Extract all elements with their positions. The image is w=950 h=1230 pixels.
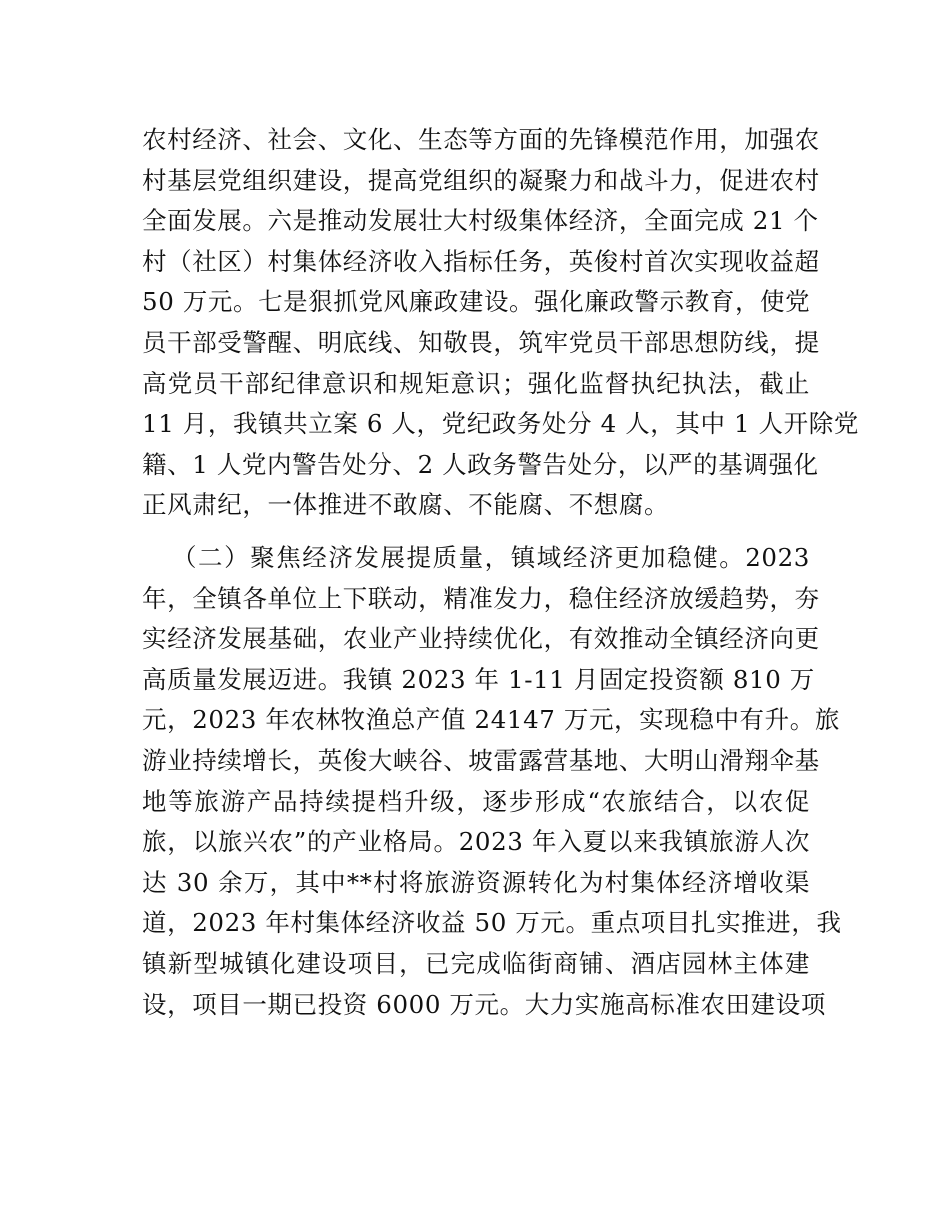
text-line: 设，项目一期已投资 6000 万元。大力实施高标准农田建设项 xyxy=(142,989,826,1019)
text-line: 实经济发展基础，农业产业持续优化，有效推动全镇经济向更 xyxy=(142,624,820,654)
text-line: 地等旅游产品持续提档升级，逐步形成“农旅结合，以农促 xyxy=(142,786,810,816)
text-line: 镇新型城镇化建设项目，已完成临街商铺、酒店园林主体建 xyxy=(142,948,810,978)
text-line: 高党员干部纪律意识和规矩意识；强化监督执纪执法，截止 xyxy=(142,368,810,398)
section-heading-line: （二）聚焦经济发展提质量，镇域经济更加稳健。2023 xyxy=(172,543,810,572)
paragraph-economic-development xyxy=(142,538,842,1025)
text-line: 11 月，我镇共立案 6 人，党纪政务处分 4 人，其中 1 人开除党 xyxy=(142,409,859,439)
text-line: 高质量发展迈进。我镇 2023 年 1-11 月固定投资额 810 万 xyxy=(142,664,815,694)
text-line: 元，2023 年农林牧渔总产值 24147 万元，实现稳中有升。旅 xyxy=(142,705,840,735)
text-line: 农村经济、社会、文化、生态等方面的先锋模范作用，加强农 xyxy=(142,125,820,154)
text-line: 旅，以旅兴农”的产业格局。2023 年入夏以来我镇旅游人次 xyxy=(142,827,810,857)
text-line: 籍、1 人党内警告处分、2 人政务警告处分，以严的基调强化 xyxy=(142,449,819,479)
text-line: 员干部受警醒、明底线、知敬畏，筑牢党员干部思想防线，提 xyxy=(142,327,820,357)
text-line: 道，2023 年村集体经济收益 50 万元。重点项目扎实推进，我 xyxy=(142,908,842,938)
text-line: 村（社区）村集体经济收入指标任务，英俊村首次实现收益超 xyxy=(142,246,820,276)
text-line: 正风肃纪，一体推进不敢腐、不能腐、不想腐。 xyxy=(142,490,670,520)
text-line: 村基层党组织建设，提高党组织的凝聚力和战斗力，促进农村 xyxy=(142,165,820,195)
text-line: 年，全镇各单位上下联动，精准发力，稳住经济放缓趋势，夯 xyxy=(142,583,820,613)
paragraph-party-building xyxy=(142,120,859,526)
text-line: 游业持续增长，英俊大峡谷、坡雷露营基地、大明山滑翔伞基 xyxy=(142,745,820,775)
text-line: 达 30 余万，其中**村将旅游资源转化为村集体经济增收渠 xyxy=(142,867,810,897)
text-line: 全面发展。六是推动发展壮大村级集体经济，全面完成 21 个 xyxy=(142,206,819,236)
text-line: 50 万元。七是狠抓党风廉政建设。强化廉政警示教育，使党 xyxy=(142,287,811,317)
